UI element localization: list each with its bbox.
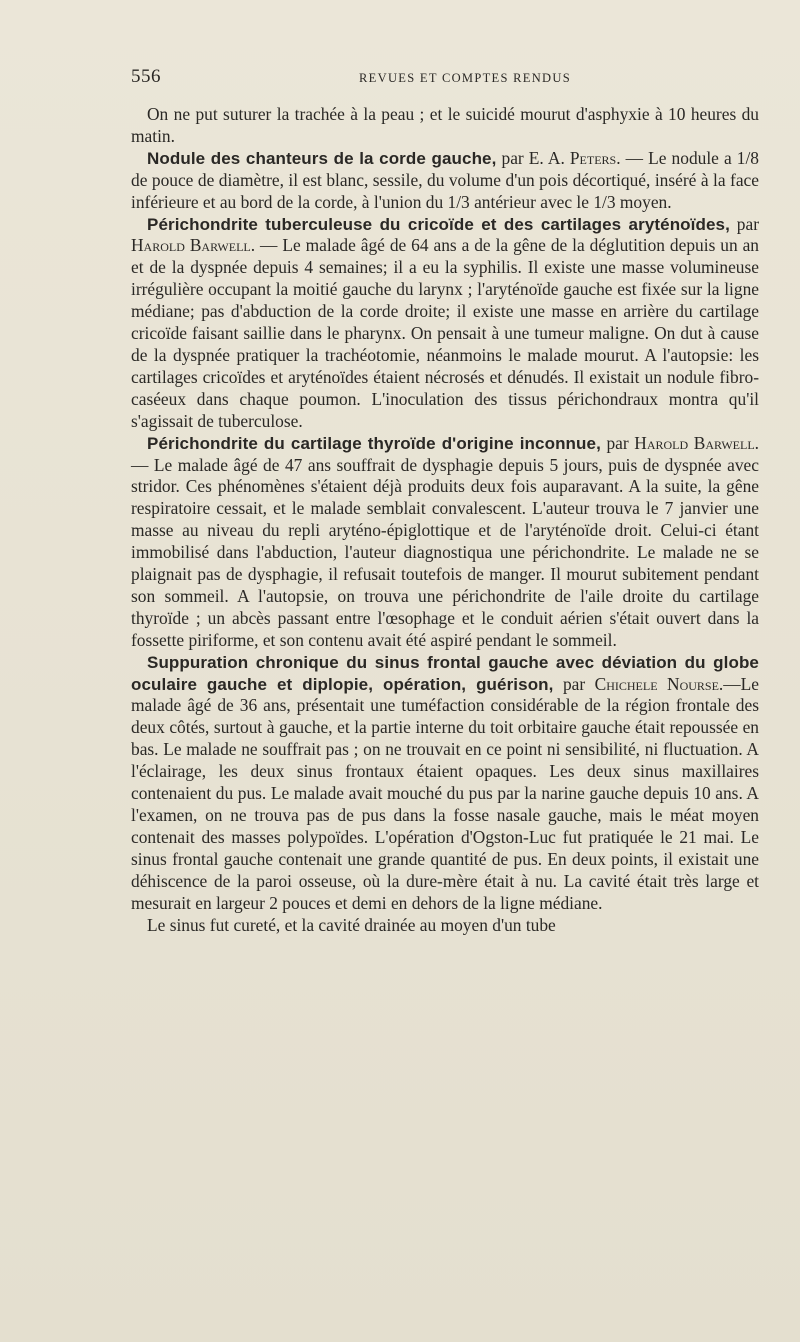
paragraph-text: .—Le malade âgé de 36 ans, présentait une tuméfaction considérable de la région frontale des deux côtés, surtout à gauche, et la partie interne du toit orbitaire gauche était repoussée en bas. Le malade ne souffrait pas ; on ne trouvait en ce point ni sensibilité, ni fluctuation. A l'éclairage, les deux sinus frontaux étaient opaques. Les deux sinus maxillaires contenaient du pus. Le malade avait mouché du pus par la narine gauche depuis 10 ans. A l'examen, on ne trouva pas de pus dans la fosse nasale gauche, mais le méat moyen contenait des masses polypoïdes. L'opération d'Ogston-Luc fut pratiquée le 21 mai. Le sinus frontal gauche contenait une grande quantité de pus. En deux points, il existait une déhiscence de la paroi osseuse, où la dure-mère était à nu. La cavité était très large et mesurait en largeur 2 pouces et demi en dehors de la ligne médiane. [131,673,760,913]
paragraph-text: Le sinus fut cureté, et la cavité drainée au moyen d'un tube [147,914,556,935]
author-name: Chichele Nourse [594,673,719,694]
page-header [131,66,759,88]
paragraph-nodule-chanteurs [131,148,759,214]
author-name: Peters [569,147,617,168]
paragraph-perichondrite-tuberculeuse [131,214,759,433]
running-head: REVUES ET COMPTES RENDUS [359,71,571,85]
page-number: 556 [131,66,161,87]
paragraph-perichondrite-thyroide [131,433,759,652]
section-title: Périchondrite tuberculeuse du cricoïde et des cartilages aryténoïdes, [147,214,730,234]
paragraph-text: . — Le nodule a 1/8 de pouce de diamètre, il est blanc, sessile, du volume d'un pois décortiqué, inséré à la face inférieure et au bord de la corde, à l'union du 1/3 antérieur avec le 1/3 moyen. [131,147,759,212]
section-title: Périchondrite du cartilage thyroïde d'origine inconnue, [147,433,601,453]
author-name: Harold Barwell [634,432,755,453]
body-text [131,104,759,936]
paragraph-text: On ne put suturer la trachée à la peau ; et le suicidé mourut d'asphyxie à 10 heures du matin. [131,104,759,146]
byline: par [729,213,759,234]
paragraph-text: . — Le malade âgé de 64 ans a de la gêne de la déglutition depuis un an et de la dyspnée depuis 4 semaines; il a eu la syphilis. Il existe une masse volumineuse irrégulière occupant la moitié gauche du larynx ; l'aryténoïde gauche est fixée sur la ligne médiane; pas d'abduction de la corde droite; il existe une masse en arrière du cartilage cricoïde faisant saillie dans le pharynx. On pensait à une tumeur maligne. On dut à cause de la dyspnée pratiquer la trachéotomie, néanmoins le malade mourut. A l'autopsie: les cartilages cricoïdes et aryténoïdes étaient nécrosés et dénudés. Il existait un nodule fibro-caséeux dans chaque poumon. L'inoculation des tissus périchondraux montra qu'il s'agissait de tuberculose. [131,235,759,431]
byline: par E. A. [496,147,570,168]
paragraph-suicide-conclusion [131,104,759,148]
paragraph-sinus-curete [131,915,759,937]
author-name: Harold Barwell [131,235,251,256]
paragraph-suppuration-sinus-frontal [131,652,759,915]
section-title: Nodule des chanteurs de la corde gauche, [147,148,497,168]
section-title: Suppuration chronique du sinus frontal gauche avec déviation du globe oculaire gauche et diplopie, opération, guérison, [131,652,759,694]
byline: par [600,432,635,453]
byline: par [553,673,595,694]
paragraph-text: . — Le malade âgé de 47 ans souffrait de dysphagie depuis 5 jours, puis de dyspnée avec stridor. Ces phénomènes s'étaient déjà produits deux fois auparavant. A la suite, la gêne respiratoire cessait, et le malade semblait convalescent. L'auteur trouva le 7 janvier une masse au niveau du repli aryténo-épiglottique et de l'aryténoïde droit. Celui-ci étant immobilisé dans l'abduction, l'auteur diagnostiqua une périchondrite. Le malade ne se plaignait pas de dysphagie, il refusait toutefois de manger. Il mourut subitement pendant son sommeil. A l'autopsie, on trouva une périchondrite de l'aile droite du cartilage thyroïde ; un abcès passant entre l'œsophage et le conduit aérien s'était ouvert dans la fossette piriforme, et son contenu avait été aspiré pendant le sommeil. [131,432,760,650]
